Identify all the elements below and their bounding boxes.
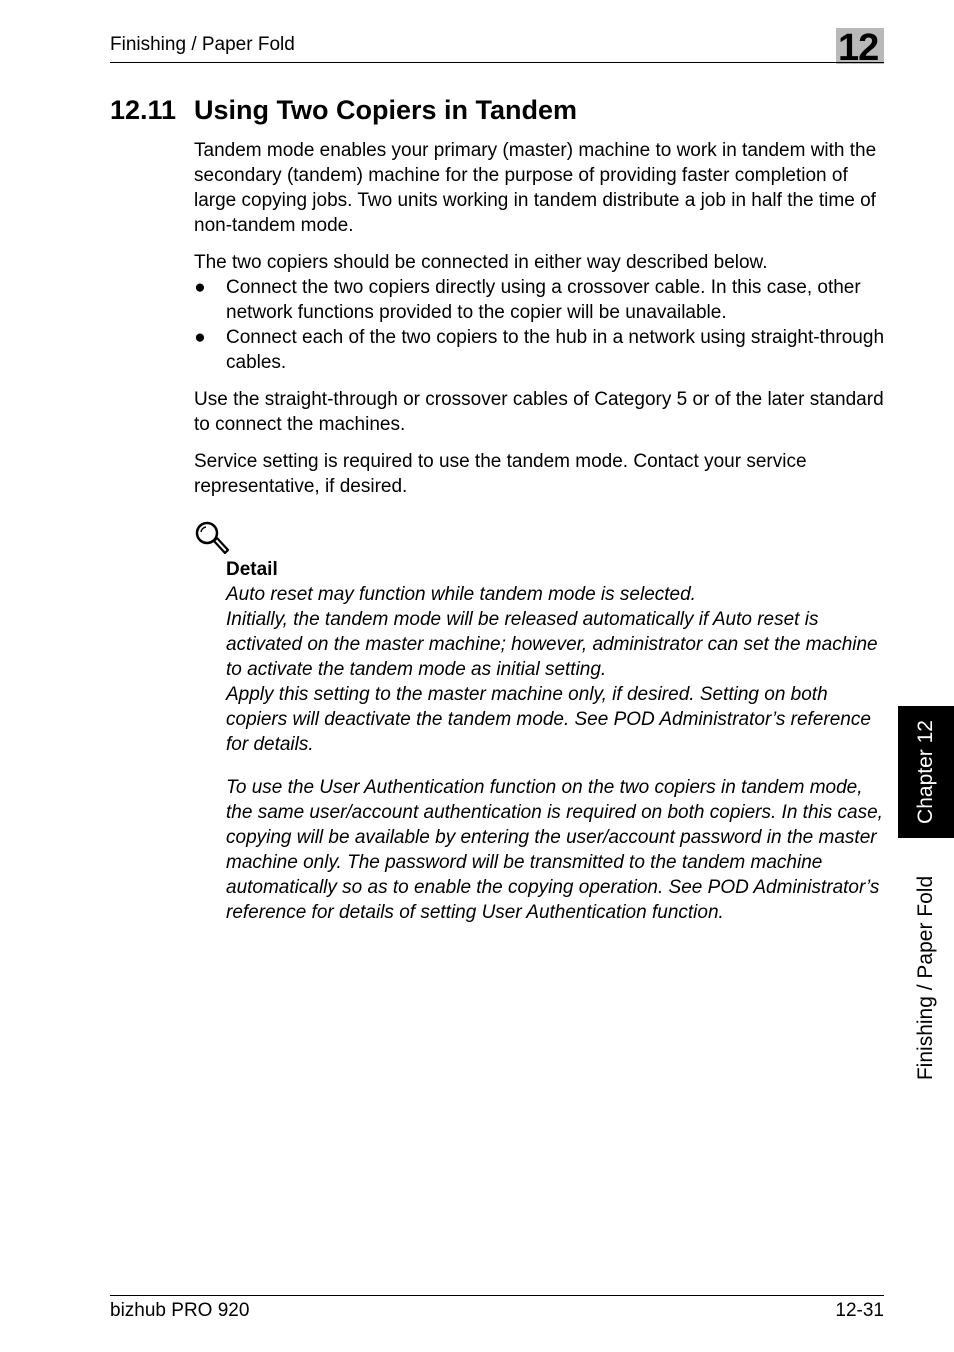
section-number: 12.11 bbox=[110, 95, 177, 125]
list-item bbox=[194, 275, 884, 325]
footer-rule bbox=[110, 1295, 884, 1296]
connect-lead-paragraph: The two copiers should be connected in either way described below. bbox=[194, 252, 768, 273]
cables-paragraph: Use the straight-through or crossover cables of Category 5 or of the later standard to connect the machines. bbox=[194, 389, 884, 435]
section-heading bbox=[110, 94, 577, 126]
body-text bbox=[194, 138, 884, 511]
detail-line: Apply this setting to the master machine only, if desired. Setting on both copiers will deactivate the tandem mode. See POD Administrator’s reference for details. bbox=[226, 684, 871, 755]
connection-list bbox=[194, 275, 884, 375]
list-item-text: Connect the two copiers directly using a crossover cable. In this case, other network functions provided to the copier will be unavailable. bbox=[226, 277, 861, 323]
detail-line: Initially, the tandem mode will be released automatically if Auto reset is activated on the master machine; however, administrator can set the machine to activate the tandem mode as initial setting. bbox=[226, 609, 878, 680]
bullet-icon: ● bbox=[194, 327, 206, 348]
detail-spacer bbox=[226, 757, 890, 775]
page-number: 12-31 bbox=[835, 1300, 884, 1321]
detail-label: Detail bbox=[226, 559, 278, 580]
side-section-label: Finishing / Paper Fold bbox=[914, 875, 937, 1081]
section-title: Using Two Copiers in Tandem bbox=[194, 95, 578, 125]
chapter-number: 12 bbox=[838, 27, 879, 69]
list-item-text: Connect each of the two copiers to the hub in a network using straight-through cables. bbox=[226, 327, 885, 373]
auth-note: To use the User Authentication function on the two copiers in tandem mode, the same user/account authentication is required on both copiers. In this case, copying will be available by entering the user/account password in the master machine only. The password will be transmitted to the tandem machine automatically so as to enable the copying operation. See POD Administrator’s reference for details of setting User Authentication function. bbox=[226, 777, 883, 923]
footer-product: bizhub PRO 920 bbox=[110, 1300, 250, 1321]
header-rule bbox=[110, 62, 884, 63]
detail-line: Auto reset may function while tandem mode is selected. bbox=[226, 584, 696, 605]
detail-note bbox=[226, 557, 890, 925]
chapter-tab-label: Chapter 12 bbox=[914, 720, 937, 824]
bullet-icon: ● bbox=[194, 277, 206, 298]
intro-paragraph: Tandem mode enables your primary (master) machine to work in tandem with the secondary (tandem) machine for the purpose of providing faster completion of large copying jobs. Two units working in tandem distribute a job in half the time of non-tandem mode. bbox=[194, 140, 877, 236]
running-header: Finishing / Paper Fold bbox=[110, 34, 295, 55]
list-item bbox=[194, 325, 884, 375]
service-paragraph: Service setting is required to use the tandem mode. Contact your service representative, if desired. bbox=[194, 451, 807, 497]
magnifier-icon bbox=[194, 520, 230, 556]
